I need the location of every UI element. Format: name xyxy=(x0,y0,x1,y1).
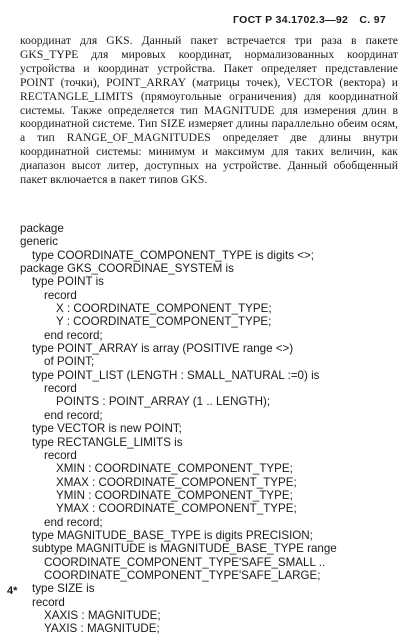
code-line: YAXIS : MAGNITUDE; xyxy=(44,622,160,636)
code-line: record xyxy=(32,595,65,609)
code-line: end record; xyxy=(44,408,103,422)
code-line: COORDINATE_COMPONENT_TYPE'SAFE_SMALL .. xyxy=(44,555,326,569)
code-line: type SIZE is xyxy=(32,582,95,596)
body-paragraph: координат для GKS. Данный пакет встречается три раза в пакете GKS_TYPE для мировых координат, нормализованных координат устройства и координат устройства. Пакет определяет представление POINT (точки), POINT_ARRAY (матрицы точек), VECTOR (вектора) и RECTANGLE_LIMITS (прямоугольные ограничения) для координатной системы. Также определяется тип MAGNITUDE для измерения длин в координатной системе. Тип SIZE измеряет длины параллельно обеим осям, а тип RANGE_OF_MAGNITUDES определяет две длины внутри координатной системы: минимум и максимум для таких величин, как диапазон высот литер, доступных на устройстве. Данный обобщенный пакет включается в пакет типов GKS. xyxy=(20,34,398,187)
code-line: type POINT_LIST (LENGTH : SMALL_NATURAL :=0) is xyxy=(32,368,320,382)
code-line: package xyxy=(20,222,64,235)
standard-number: ГОСТ Р 34.1702.3—92 xyxy=(233,14,349,26)
code-line: generic xyxy=(20,235,59,249)
code-line: subtype MAGNITUDE is MAGNITUDE_BASE_TYPE range xyxy=(32,542,337,556)
code-line: record xyxy=(44,382,77,396)
code-line: POINTS : POINT_ARRAY (1 .. LENGTH); xyxy=(56,395,271,409)
code-line: type POINT is xyxy=(32,275,104,289)
code-line: COORDINATE_COMPONENT_TYPE'SAFE_LARGE; xyxy=(44,568,321,582)
code-line: XAXIS : MAGNITUDE; xyxy=(44,608,161,622)
code-line: XMAX : COORDINATE_COMPONENT_TYPE; xyxy=(56,475,297,489)
code-listing xyxy=(20,222,400,636)
code-line: Y : COORDINATE_COMPONENT_TYPE; xyxy=(56,315,272,329)
code-line: type MAGNITUDE_BASE_TYPE is digits PRECISION; xyxy=(32,528,313,542)
code-line: package GKS_COORDINAE_SYSTEM is xyxy=(20,262,234,276)
code-line: X : COORDINATE_COMPONENT_TYPE; xyxy=(56,302,272,316)
code-line: end record; xyxy=(44,515,103,529)
page-number: С. 97 xyxy=(359,14,386,26)
code-line: of POINT; xyxy=(44,355,95,369)
code-line: type COORDINATE_COMPONENT_TYPE is digits <>; xyxy=(32,248,314,262)
code-line: type RECTANGLE_LIMITS is xyxy=(32,435,183,449)
code-line: type VECTOR is new POINT; xyxy=(32,422,182,436)
code-line: XMIN : COORDINATE_COMPONENT_TYPE; xyxy=(56,462,293,476)
code-line: YMIN : COORDINATE_COMPONENT_TYPE; xyxy=(56,488,293,502)
page-header xyxy=(225,14,386,26)
code-line: record xyxy=(44,448,77,462)
code-line: end record; xyxy=(44,328,103,342)
signature-mark: 4* xyxy=(7,585,18,597)
code-line: YMAX : COORDINATE_COMPONENT_TYPE; xyxy=(56,502,297,516)
code-line: record xyxy=(44,288,77,302)
code-line: type POINT_ARRAY is array (POSITIVE range <>) xyxy=(32,342,294,356)
